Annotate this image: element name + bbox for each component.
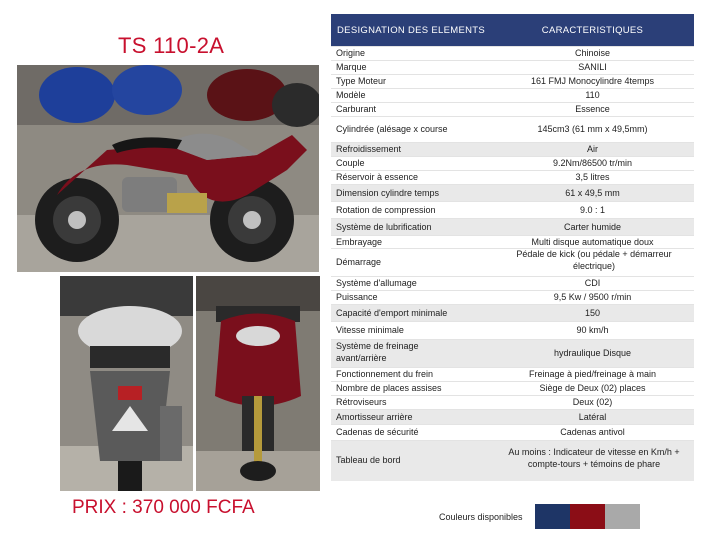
- spec-row: [331, 395, 694, 410]
- spec-label: Cylindrée (alésage x course: [336, 124, 448, 134]
- spec-label: Capacité d'emport minimale: [336, 308, 448, 318]
- spec-row: [331, 60, 694, 75]
- spec-label: Dimension cylindre temps: [336, 188, 440, 198]
- spec-label: Marque: [336, 62, 367, 72]
- spec-label: Couple: [336, 158, 365, 168]
- spec-row: [331, 367, 694, 382]
- header-characteristics: CARACTERISTIQUES: [491, 14, 694, 46]
- spec-value: 110: [585, 90, 600, 100]
- spec-label: Vitesse minimale: [336, 325, 404, 335]
- spec-value: 9.0 : 1: [579, 205, 606, 215]
- model-title: TS 110-2A: [118, 33, 225, 58]
- spec-value: Multi disque automatique doux: [531, 237, 654, 247]
- spec-label: Type Moteur: [336, 76, 387, 86]
- spec-label: Réservoir à essence: [336, 172, 419, 182]
- spec-label: Amortisseur arrière: [336, 412, 413, 422]
- spec-row: [331, 321, 694, 340]
- color-swatch-red: [570, 504, 605, 529]
- spec-label: Embrayage: [336, 237, 383, 247]
- spec-label: Origine: [336, 48, 366, 58]
- spec-row: [331, 184, 694, 202]
- motorcycle-rear-photo: [60, 276, 193, 491]
- spec-row: [331, 381, 694, 396]
- spec-label: Rétroviseurs: [336, 397, 387, 407]
- spec-row: [331, 142, 694, 157]
- spec-row: [331, 116, 694, 143]
- header-designation: DESIGNATION DES ELEMENTS: [331, 14, 491, 46]
- spec-label: Système de freinage avant/arrière: [336, 341, 419, 363]
- spec-label: Démarrage: [336, 257, 382, 267]
- spec-row: [331, 440, 694, 481]
- spec-row: [331, 218, 694, 236]
- spec-value: Carter humide: [563, 222, 622, 232]
- spec-label: Rotation de compression: [336, 205, 436, 215]
- spec-value: CDI: [584, 278, 601, 288]
- spec-row: [331, 276, 694, 291]
- spec-row: [331, 339, 694, 368]
- motorcycle-front-photo: [196, 276, 320, 491]
- spec-label: Carburant: [336, 104, 377, 114]
- spec-row: [331, 102, 694, 117]
- spec-label: Système d'allumage: [336, 278, 417, 288]
- spec-value: Siège de Deux (02) places: [539, 383, 646, 393]
- spec-value: Chinoise: [574, 48, 611, 58]
- spec-row: [331, 46, 694, 61]
- spec-label: Modèle: [336, 90, 366, 100]
- spec-label: Refroidissement: [336, 144, 402, 154]
- price-label: PRIX : 370 000 FCFA: [72, 497, 255, 518]
- spec-row: [331, 409, 694, 425]
- color-swatch-grey: [605, 504, 640, 529]
- spec-value: 90 km/h: [576, 325, 609, 335]
- spec-value: 61 x 49,5 mm: [565, 188, 620, 198]
- spec-row: [331, 290, 694, 305]
- spec-label: Système de lubrification: [336, 222, 432, 232]
- spec-value: 161 FMJ Monocylindre 4temps: [530, 76, 655, 86]
- spec-row: [331, 201, 694, 219]
- spec-value: 9.2Nm/86500 tr/min: [552, 158, 633, 168]
- spec-row: [331, 424, 694, 441]
- spec-value: hydraulique Disque: [553, 348, 632, 358]
- spec-row: [331, 88, 694, 103]
- spec-row: [331, 235, 694, 249]
- spec-label: Fonctionnement du frein: [336, 369, 434, 379]
- spec-value: Essence: [575, 104, 610, 114]
- spec-row: [331, 156, 694, 171]
- spec-row: [331, 248, 694, 277]
- spec-label: Tableau de bord: [336, 455, 401, 465]
- motorcycle-side-photo: [17, 65, 319, 272]
- spec-value: Deux (02): [572, 397, 613, 407]
- spec-row: [331, 74, 694, 89]
- spec-value: SANILI: [578, 62, 607, 72]
- spec-row: [331, 170, 694, 185]
- spec-value: 3,5 litres: [575, 172, 610, 182]
- spec-label: Nombre de places assises: [336, 383, 442, 393]
- spec-row: [331, 304, 694, 322]
- spec-value: 150: [584, 308, 601, 318]
- spec-label: Puissance: [336, 292, 378, 302]
- spec-value: 145cm3 (61 mm x 49,5mm): [537, 124, 648, 134]
- spec-value: 9,5 Kw / 9500 r/min: [553, 292, 632, 302]
- available-colors-label: Couleurs disponibles: [439, 512, 523, 522]
- spec-value: Freinage à pied/freinage à main: [528, 369, 657, 379]
- spec-label: Cadenas de sécurité: [336, 427, 419, 437]
- spec-value: Pédale de kick (ou pédale + démarreur électrique): [516, 249, 672, 271]
- spec-value: Air: [587, 144, 598, 154]
- spec-value: Cadenas antivol: [560, 427, 625, 437]
- spec-value: Au moins : Indicateur de vitesse en Km/h + compte-tours + témoins de phare: [508, 447, 680, 469]
- spec-value: Latéral: [578, 412, 607, 422]
- color-swatch-blue: [535, 504, 570, 529]
